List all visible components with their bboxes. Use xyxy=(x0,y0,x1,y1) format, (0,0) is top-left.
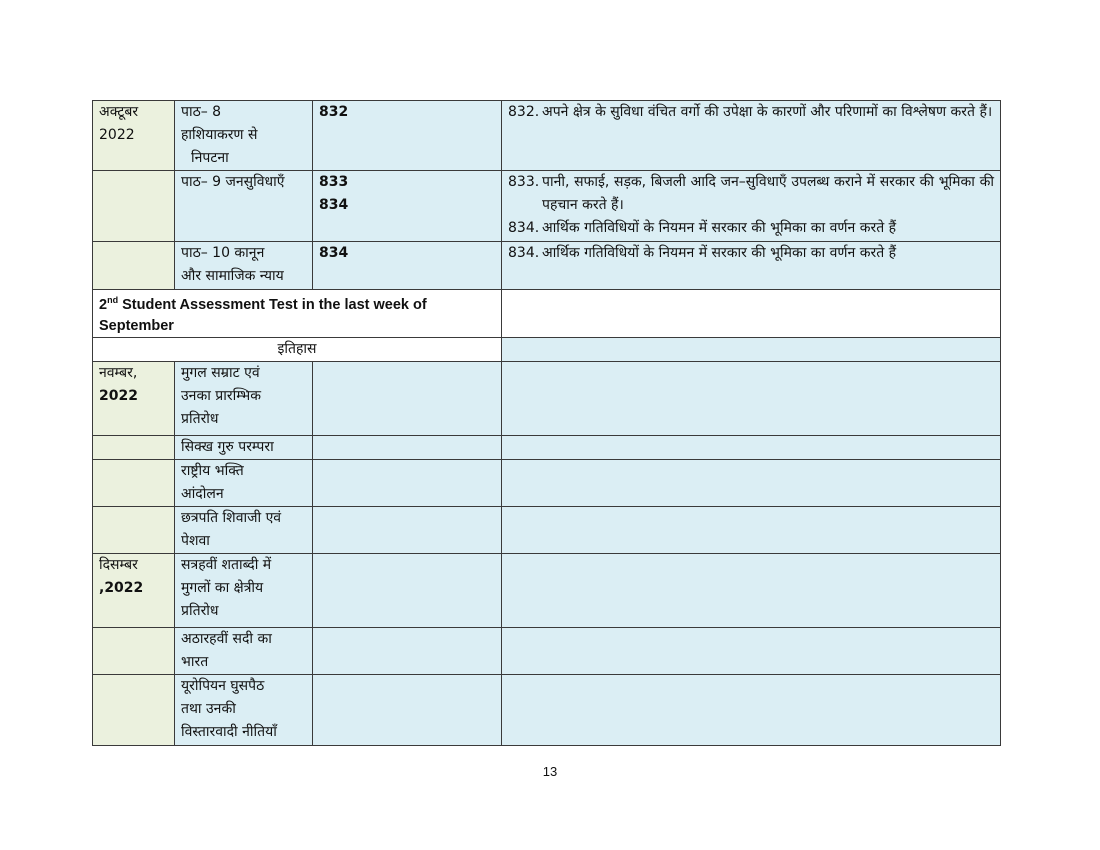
chapter-cell xyxy=(175,435,313,459)
month-cell xyxy=(93,627,175,674)
chapter-line: भारत xyxy=(181,653,209,670)
chapter-line: पाठ– 8 xyxy=(181,104,222,120)
chapter-line: छत्रपति शिवाजी एवं xyxy=(181,509,282,526)
chapter-cell xyxy=(175,459,313,506)
outcome-code: 834 xyxy=(319,245,349,261)
table-row xyxy=(93,459,1001,506)
curriculum-table xyxy=(92,100,1001,746)
chapter-cell xyxy=(175,361,313,435)
chapter-line: पाठ– 9 जनसुविधाएँ xyxy=(181,174,285,190)
month-text: नवम्बर, xyxy=(99,364,138,381)
outcome-number: 832. xyxy=(508,104,540,120)
code-cell xyxy=(313,459,502,506)
learning-outcome xyxy=(508,101,994,124)
outcome-text: पानी, सफाई, सड़क, बिजली आदि जन–सुविधाएँ उपलब्ध कराने में सरकार की भूमिका की पहचान करते हैं। xyxy=(542,174,994,213)
chapter-line: राष्ट्रीय भक्ति xyxy=(181,462,244,479)
year-text: ,2022 xyxy=(99,579,144,596)
chapter-line: तथा उनकी xyxy=(181,700,236,717)
assessment-cell xyxy=(93,290,502,338)
chapter-line: यूरोपियन घुसपैठ xyxy=(181,677,265,694)
table-row xyxy=(93,171,1001,242)
chapter-line: निपटना xyxy=(191,150,229,166)
outcome-number: 833. xyxy=(508,174,540,190)
outcome-cell xyxy=(502,459,1001,506)
month-cell xyxy=(93,553,175,627)
table-row xyxy=(93,553,1001,627)
code-cell xyxy=(313,627,502,674)
month-cell xyxy=(93,506,175,553)
month-text: दिसम्बर xyxy=(99,556,138,573)
section-empty-cell xyxy=(502,337,1001,361)
month-cell xyxy=(93,361,175,435)
outcome-text: अपने क्षेत्र के सुविधा वंचित वर्गो की उपेक्षा के कारणों और परिणामों का विश्लेषण करते हैं। xyxy=(542,104,993,120)
assessment-ordinal-suffix: nd xyxy=(107,295,119,305)
chapter-cell xyxy=(175,627,313,674)
section-title: इतिहास xyxy=(93,337,502,361)
month-cell xyxy=(93,101,175,171)
code-cell xyxy=(313,553,502,627)
assessment-ordinal: 2 xyxy=(99,296,108,313)
outcome-cell xyxy=(502,171,1001,242)
code-cell xyxy=(313,361,502,435)
outcome-cell xyxy=(502,506,1001,553)
chapter-line: विस्तारवादी नीतियाँ xyxy=(181,723,277,740)
year-text: 2022 xyxy=(99,387,138,404)
chapter-line: पाठ– 10 कानून xyxy=(181,245,265,261)
page-number: 13 xyxy=(542,764,558,779)
outcome-cell xyxy=(502,361,1001,435)
month-text: अक्टूबर xyxy=(99,104,139,120)
chapter-cell xyxy=(175,674,313,745)
outcome-number: 834. xyxy=(508,220,540,236)
assessment-text: Student Assessment Test in the last week of xyxy=(118,296,427,313)
outcome-cell xyxy=(502,674,1001,745)
outcome-cell xyxy=(502,101,1001,171)
assessment-empty-cell xyxy=(502,290,1001,338)
table-row xyxy=(93,627,1001,674)
outcome-cell xyxy=(502,435,1001,459)
month-cell xyxy=(93,171,175,242)
chapter-line: हाशियाकरण से xyxy=(181,127,258,143)
chapter-line: अठारहवीं सदी का xyxy=(181,630,272,647)
table-row xyxy=(93,506,1001,553)
code-cell xyxy=(313,101,502,171)
chapter-line: सत्रहवीं शताब्दी में xyxy=(181,556,272,573)
chapter-cell xyxy=(175,506,313,553)
chapter-line: आंदोलन xyxy=(181,485,224,502)
chapter-cell xyxy=(175,242,313,290)
assessment-text-line2: September xyxy=(99,317,174,334)
table-row xyxy=(93,361,1001,435)
learning-outcome xyxy=(508,217,994,240)
outcome-number: 834. xyxy=(508,245,540,261)
chapter-line: उनका प्रारम्भिक xyxy=(181,387,262,404)
month-cell xyxy=(93,435,175,459)
outcome-text: आर्थिक गतिविधियों के नियमन में सरकार की भूमिका का वर्णन करते हैं xyxy=(542,245,897,261)
month-cell xyxy=(93,459,175,506)
table-row xyxy=(93,674,1001,745)
month-cell xyxy=(93,242,175,290)
chapter-cell xyxy=(175,101,313,171)
month-cell xyxy=(93,674,175,745)
chapter-line: प्रतिरोध xyxy=(181,410,219,427)
section-header-row xyxy=(93,337,1001,361)
table-row xyxy=(93,101,1001,171)
outcome-text: आर्थिक गतिविधियों के नियमन में सरकार की भूमिका का वर्णन करते हैं xyxy=(542,220,897,236)
code-cell xyxy=(313,506,502,553)
assessment-row xyxy=(93,290,1001,338)
learning-outcome xyxy=(508,242,994,265)
outcome-code: 832 xyxy=(319,104,349,120)
learning-outcome xyxy=(508,171,994,217)
table-row xyxy=(93,435,1001,459)
year-text: 2022 xyxy=(99,127,135,143)
outcome-cell xyxy=(502,242,1001,290)
chapter-line: मुगलों का क्षेत्रीय xyxy=(181,579,264,596)
chapter-cell xyxy=(175,553,313,627)
chapter-line: और सामाजिक न्याय xyxy=(181,268,284,284)
outcome-code: 834 xyxy=(319,197,349,213)
code-cell xyxy=(313,674,502,745)
chapter-line: प्रतिरोध xyxy=(181,602,219,619)
code-cell xyxy=(313,171,502,242)
code-cell xyxy=(313,242,502,290)
chapter-line: मुगल सम्राट एवं xyxy=(181,364,260,381)
table-row xyxy=(93,242,1001,290)
chapter-line: पेशवा xyxy=(181,532,210,549)
outcome-code: 833 xyxy=(319,174,349,190)
outcome-cell xyxy=(502,553,1001,627)
chapter-line: सिक्ख गुरु परम्परा xyxy=(181,438,274,455)
chapter-cell xyxy=(175,171,313,242)
code-cell xyxy=(313,435,502,459)
outcome-cell xyxy=(502,627,1001,674)
